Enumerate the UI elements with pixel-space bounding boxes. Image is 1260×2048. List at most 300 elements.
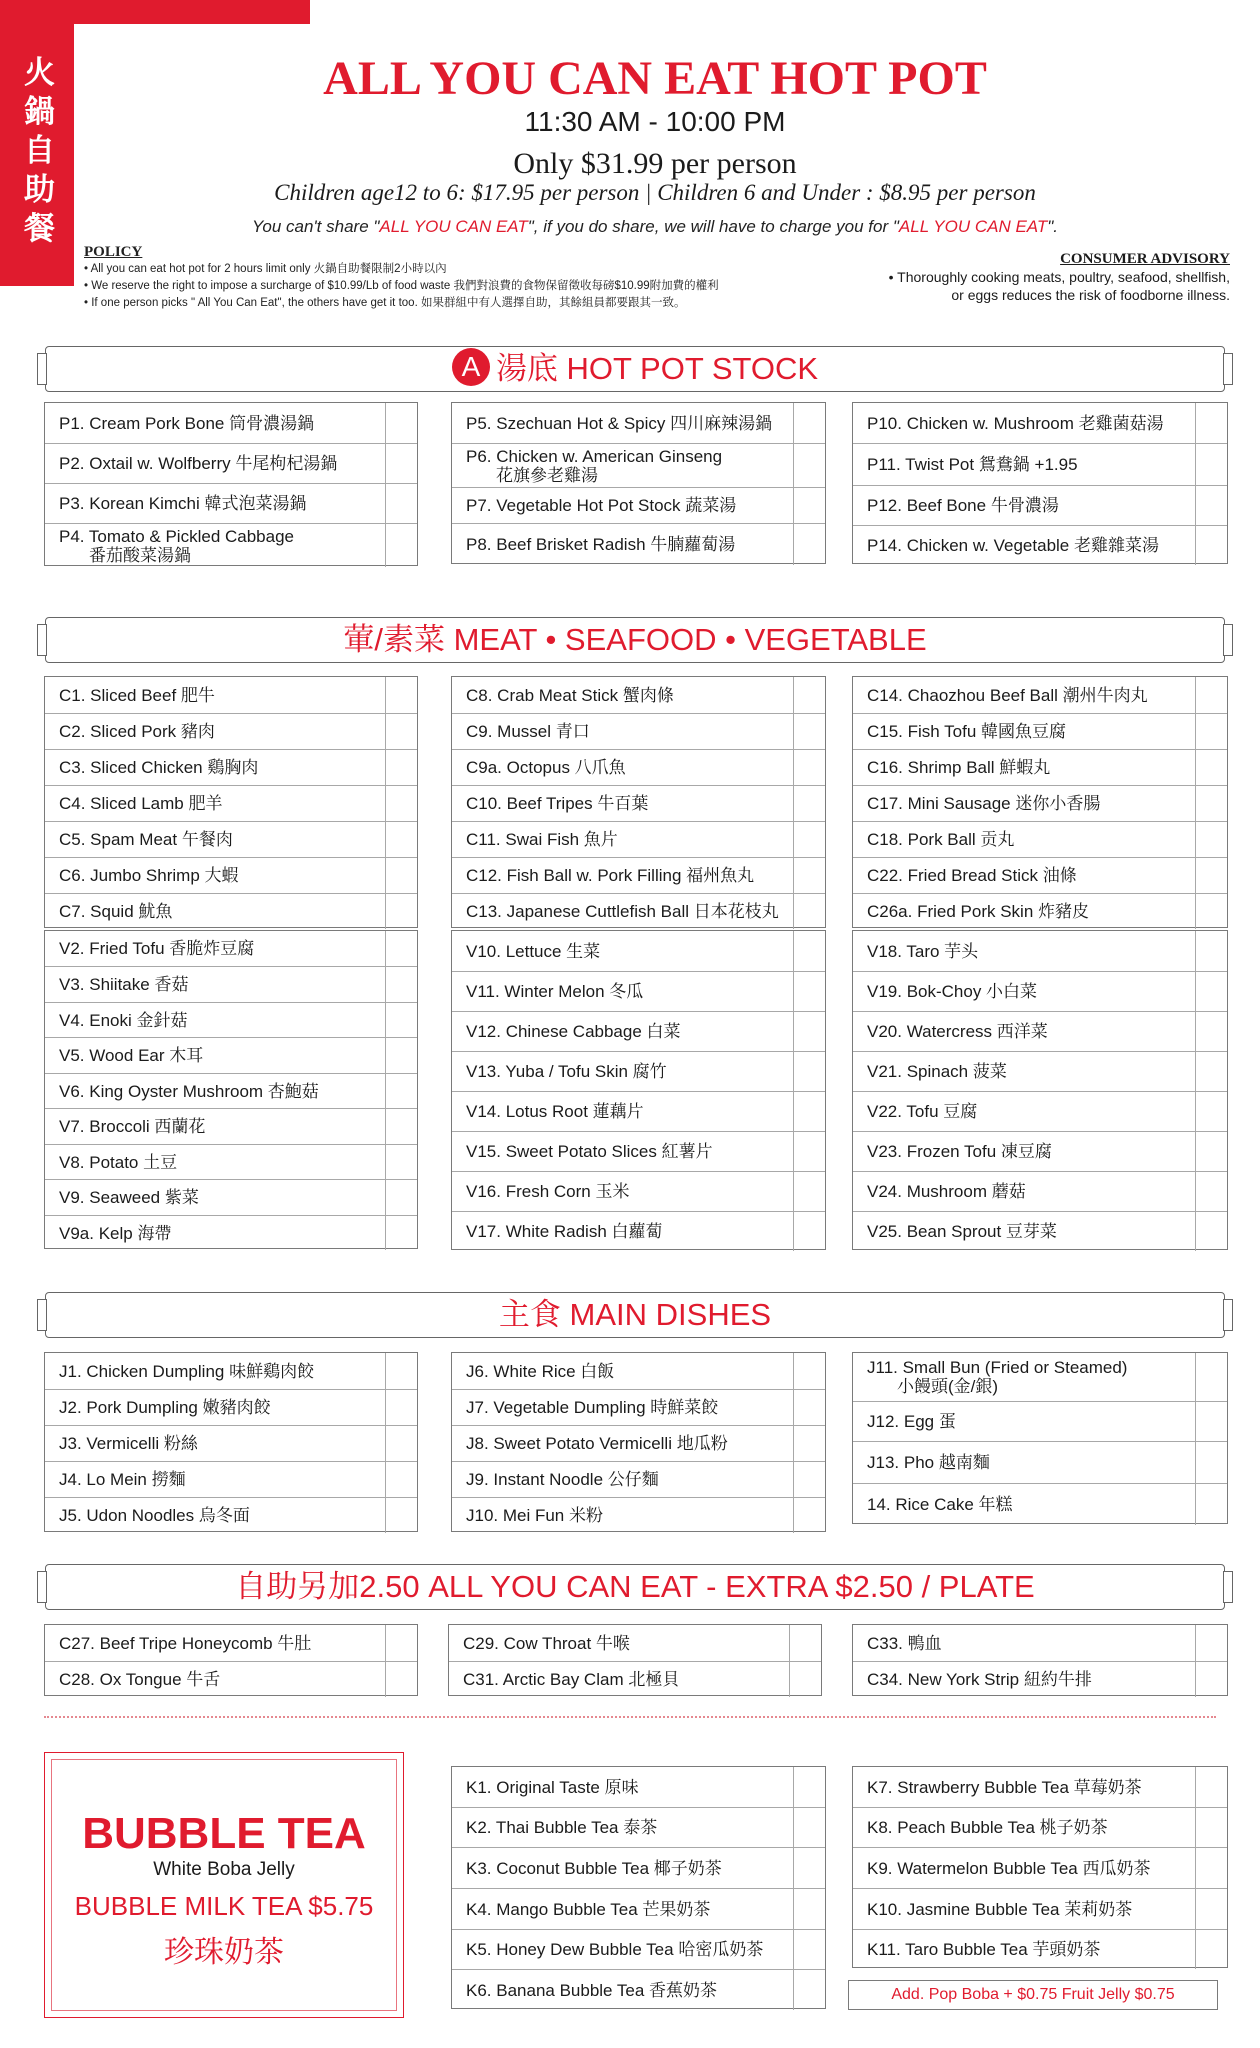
menu-item-label: C7. Squid 魷魚 xyxy=(59,902,173,921)
bubble-tea-card xyxy=(44,1752,404,2018)
quantity-box[interactable] xyxy=(793,1930,825,1969)
quantity-box[interactable] xyxy=(1195,1442,1227,1483)
menu-item-label: C9a. Octopus 八爪魚 xyxy=(466,758,626,777)
quantity-box[interactable] xyxy=(793,1052,825,1091)
share-notice: You can't share "ALL YOU CAN EAT", if you do share, we will have to charge you for "ALL YOU CAN EAT". xyxy=(251,217,1059,236)
menu-item-label: P8. Beef Brisket Radish 牛腩蘿蔔湯 xyxy=(466,535,736,554)
quantity-box[interactable] xyxy=(789,1662,821,1697)
menu-item-label: V12. Chinese Cabbage 白菜 xyxy=(466,1022,681,1041)
menu-item-label: C4. Sliced Lamb 肥羊 xyxy=(59,794,223,813)
quantity-box[interactable] xyxy=(793,1012,825,1051)
quantity-box[interactable] xyxy=(793,1426,825,1461)
menu-item[interactable] xyxy=(853,1091,1227,1131)
menu-item-label: K3. Coconut Bubble Tea 椰子奶茶 xyxy=(466,1858,722,1878)
quantity-box[interactable] xyxy=(1195,786,1227,821)
section-title: 葷/素菜 MEAT • SEAFOOD • VEGETABLE xyxy=(343,622,927,657)
menu-item[interactable] xyxy=(853,485,1227,525)
quantity-box[interactable] xyxy=(385,1180,417,1215)
main-table-2 xyxy=(451,1352,826,1532)
menu-item[interactable] xyxy=(45,1179,417,1215)
quantity-box[interactable] xyxy=(385,1625,417,1661)
menu-item[interactable] xyxy=(853,931,1227,971)
quantity-box[interactable] xyxy=(1195,858,1227,893)
menu-item-label: P3. Korean Kimchi 韓式泡菜湯鍋 xyxy=(59,494,307,513)
menu-item-label: P1. Cream Pork Bone 筒骨濃湯鍋 xyxy=(59,413,315,433)
quantity-box[interactable] xyxy=(793,1848,825,1888)
quantity-box[interactable] xyxy=(385,1390,417,1425)
menu-item[interactable] xyxy=(452,1461,825,1497)
menu-item[interactable] xyxy=(45,1461,417,1497)
menu-item-label: V6. King Oyster Mushroom 杏鮑菇 xyxy=(59,1081,319,1101)
menu-item-label: C27. Beef Tripe Honeycomb 牛肚 xyxy=(59,1633,312,1653)
menu-item[interactable] xyxy=(45,749,417,785)
menu-item[interactable] xyxy=(452,857,825,893)
menu-item[interactable] xyxy=(452,1353,825,1389)
menu-item[interactable] xyxy=(853,1767,1227,1807)
menu-item[interactable] xyxy=(853,677,1227,713)
boba-table-2 xyxy=(852,1766,1228,1968)
quantity-box[interactable] xyxy=(793,714,825,749)
menu-item-label: K5. Honey Dew Bubble Tea 哈密瓜奶茶 xyxy=(466,1940,764,1959)
quantity-box[interactable] xyxy=(385,1426,417,1461)
menu-item[interactable] xyxy=(853,1929,1227,1969)
main-table-1 xyxy=(44,1352,418,1532)
section-banner-stock xyxy=(45,346,1225,392)
quantity-box[interactable] xyxy=(1195,972,1227,1011)
menu-item[interactable] xyxy=(452,785,825,821)
quantity-box[interactable] xyxy=(793,677,825,713)
menu-item-label: J3. Vermicelli 粉絲 xyxy=(59,1434,198,1453)
boba-addon-note: Add. Pop Boba + $0.75 Fruit Jelly $0.75 xyxy=(848,1980,1218,2010)
quantity-box[interactable] xyxy=(1195,750,1227,785)
consumer-advisory xyxy=(770,250,1230,304)
menu-item-label: C12. Fish Ball w. Pork Filling 福州魚丸 xyxy=(466,866,755,885)
menu-item[interactable] xyxy=(853,1847,1227,1888)
menu-item-label: V22. Tofu 豆腐 xyxy=(867,1102,978,1121)
quantity-box[interactable] xyxy=(385,822,417,857)
menu-item[interactable] xyxy=(452,893,825,929)
quantity-box[interactable] xyxy=(793,858,825,893)
menu-item-label: V4. Enoki 金針菇 xyxy=(59,1010,188,1030)
quantity-box[interactable] xyxy=(793,1498,825,1533)
extra-table-3 xyxy=(852,1624,1228,1696)
quantity-box[interactable] xyxy=(1195,1848,1227,1888)
menu-item-label: K8. Peach Bubble Tea 桃子奶茶 xyxy=(867,1818,1108,1837)
menu-item-label: C29. Cow Throat 牛喉 xyxy=(463,1633,630,1653)
quantity-box[interactable] xyxy=(1195,1484,1227,1525)
menu-item-label: C13. Japanese Cuttlefish Ball 日本花枝丸 xyxy=(466,902,779,921)
menu-item[interactable] xyxy=(452,1051,825,1091)
menu-item[interactable] xyxy=(45,443,417,483)
section-banner-extra xyxy=(45,1564,1225,1610)
quantity-box[interactable] xyxy=(385,714,417,749)
menu-item-label: V19. Bok-Choy 小白菜 xyxy=(867,982,1038,1001)
menu-item[interactable] xyxy=(45,1215,417,1250)
quantity-box[interactable] xyxy=(385,524,417,567)
menu-item-label: C18. Pork Ball 贡丸 xyxy=(867,830,1015,849)
menu-item-label: J11. Small Bun (Fried or Steamed) 小饅頭(金/銀) xyxy=(867,1358,1128,1396)
menu-item-label: C15. Fish Tofu 韓國魚豆腐 xyxy=(867,722,1067,741)
extra-table-1 xyxy=(44,1624,418,1696)
menu-item[interactable] xyxy=(853,1211,1227,1251)
quantity-box[interactable] xyxy=(1195,1767,1227,1807)
quantity-box[interactable] xyxy=(1195,1808,1227,1847)
quantity-box[interactable] xyxy=(1195,1625,1227,1661)
menu-item[interactable] xyxy=(452,1011,825,1051)
quantity-box[interactable] xyxy=(385,444,417,483)
menu-item[interactable] xyxy=(452,403,825,443)
menu-item[interactable] xyxy=(452,931,825,971)
advisory-title: CONSUMER ADVISORY xyxy=(1060,251,1230,267)
menu-item-label: K4. Mango Bubble Tea 芒果奶茶 xyxy=(466,1899,711,1919)
quantity-box[interactable] xyxy=(1195,1353,1227,1401)
menu-item[interactable] xyxy=(45,821,417,857)
meat-table-1 xyxy=(44,676,418,928)
quantity-box[interactable] xyxy=(385,750,417,785)
veg-table-3 xyxy=(852,930,1228,1250)
quantity-box[interactable] xyxy=(1195,714,1227,749)
menu-item[interactable] xyxy=(452,1389,825,1425)
menu-item[interactable] xyxy=(853,1171,1227,1211)
quantity-box[interactable] xyxy=(385,1145,417,1179)
quantity-box[interactable] xyxy=(793,488,825,523)
menu-item[interactable] xyxy=(449,1625,821,1661)
quantity-box[interactable] xyxy=(1195,1889,1227,1929)
menu-item[interactable] xyxy=(45,931,417,966)
adult-price: Only $31.99 per person xyxy=(513,147,797,180)
advisory-line: or eggs reduces the risk of foodborne illness. xyxy=(951,287,1230,303)
menu-item-label: C9. Mussel 青口 xyxy=(466,722,590,741)
card-frame xyxy=(51,1759,397,2011)
menu-item[interactable] xyxy=(452,749,825,785)
menu-item-label: V18. Taro 芋头 xyxy=(867,941,979,961)
veg-table-1 xyxy=(44,930,418,1249)
menu-item-label: J13. Pho 越南麵 xyxy=(867,1453,990,1472)
menu-item[interactable] xyxy=(853,893,1227,929)
quantity-box[interactable] xyxy=(385,1109,417,1144)
stock-table-3 xyxy=(852,402,1228,564)
menu-item[interactable] xyxy=(45,403,417,443)
menu-item-label: V13. Yuba / Tofu Skin 腐竹 xyxy=(466,1062,667,1081)
menu-item[interactable] xyxy=(45,1425,417,1461)
menu-item[interactable] xyxy=(45,966,417,1002)
policy-line: • We reserve the right to impose a surcharge of $10.99/Lb of food waste 我們對浪費的食物保留徵收每磅$10.99附加費的權利 xyxy=(84,280,719,292)
menu-item[interactable] xyxy=(853,1441,1227,1483)
side-label-panel xyxy=(0,24,74,286)
section-title: 主食 MAIN DISHES xyxy=(498,1297,772,1332)
veg-table-2 xyxy=(451,930,826,1250)
menu-item[interactable] xyxy=(853,1401,1227,1441)
menu-item[interactable] xyxy=(853,1483,1227,1525)
menu-item[interactable] xyxy=(45,1497,417,1533)
menu-item[interactable] xyxy=(452,1767,825,1807)
menu-item-label: C22. Fried Bread Stick 油條 xyxy=(867,866,1077,885)
quantity-box[interactable] xyxy=(1195,1402,1227,1441)
menu-item-label: J10. Mei Fun 米粉 xyxy=(466,1506,603,1525)
quantity-box[interactable] xyxy=(793,972,825,1011)
menu-item[interactable] xyxy=(853,1807,1227,1847)
hours: 11:30 AM - 10:00 PM xyxy=(524,106,786,137)
menu-item[interactable] xyxy=(452,1807,825,1847)
menu-item-label: C17. Mini Sausage 迷你小香腸 xyxy=(867,794,1101,813)
quantity-box[interactable] xyxy=(793,1212,825,1251)
section-badge: A xyxy=(452,348,490,386)
menu-item[interactable] xyxy=(45,1144,417,1179)
main-table-3 xyxy=(852,1352,1228,1524)
top-red-bar xyxy=(0,0,310,24)
section-title: 湯底 HOT POT STOCK xyxy=(495,351,819,386)
quantity-box[interactable] xyxy=(1195,1930,1227,1969)
menu-item[interactable] xyxy=(853,971,1227,1011)
menu-item[interactable] xyxy=(45,1073,417,1108)
menu-item-label: J12. Egg 蛋 xyxy=(867,1412,956,1431)
menu-item-label: J2. Pork Dumpling 嫩豬肉餃 xyxy=(59,1398,271,1417)
menu-item-label: P14. Chicken w. Vegetable 老雞雜菜湯 xyxy=(867,536,1159,555)
menu-item[interactable] xyxy=(853,821,1227,857)
children-price: Children age12 to 6: $17.95 per person | Children 6 and Under : $8.95 per person xyxy=(274,180,1036,205)
menu-item-label: K1. Original Taste 原味 xyxy=(466,1777,639,1797)
menu-item-label: C5. Spam Meat 午餐肉 xyxy=(59,830,233,849)
menu-item-label: C16. Shrimp Ball 鮮蝦丸 xyxy=(867,758,1051,777)
menu-item[interactable] xyxy=(45,1108,417,1144)
menu-item-label: V11. Winter Melon 冬瓜 xyxy=(466,982,644,1001)
quantity-box[interactable] xyxy=(1195,822,1227,857)
menu-item[interactable] xyxy=(45,1353,417,1389)
quantity-box[interactable] xyxy=(793,1808,825,1847)
quantity-box[interactable] xyxy=(1195,403,1227,443)
menu-item[interactable] xyxy=(452,1929,825,1969)
menu-item[interactable] xyxy=(452,677,825,713)
quantity-box[interactable] xyxy=(793,750,825,785)
menu-item[interactable] xyxy=(45,857,417,893)
menu-item-label: V10. Lettuce 生菜 xyxy=(466,941,601,961)
quantity-box[interactable] xyxy=(793,1353,825,1389)
menu-item-label: C8. Crab Meat Stick 蟹肉條 xyxy=(466,685,674,705)
quantity-box[interactable] xyxy=(385,786,417,821)
side-label: 火鍋自助餐 xyxy=(24,55,55,247)
quantity-box[interactable] xyxy=(1195,526,1227,565)
menu-item[interactable] xyxy=(452,1888,825,1929)
quantity-box[interactable] xyxy=(1195,931,1227,971)
menu-item[interactable] xyxy=(45,677,417,713)
menu-item-label: K11. Taro Bubble Tea 芋頭奶茶 xyxy=(867,1940,1101,1959)
menu-item-label: J6. White Rice 白飯 xyxy=(466,1361,615,1381)
quantity-box[interactable] xyxy=(385,403,417,443)
menu-item[interactable] xyxy=(45,483,417,523)
menu-item[interactable] xyxy=(853,403,1227,443)
extra-table-2 xyxy=(448,1624,822,1696)
section-banner-meat xyxy=(45,617,1225,663)
menu-item[interactable] xyxy=(45,893,417,929)
menu-item[interactable] xyxy=(853,525,1227,565)
menu-item-label: P2. Oxtail w. Wolfberry 牛尾枸杞湯鍋 xyxy=(59,454,338,473)
quantity-box[interactable] xyxy=(385,894,417,929)
menu-item[interactable] xyxy=(452,523,825,565)
quantity-box[interactable] xyxy=(793,1462,825,1497)
policy-line: • If one person picks " All You Can Eat", the others have get it too. 如果群組中有人選擇自助，其餘組員都要跟其一致。 xyxy=(84,297,686,309)
quantity-box[interactable] xyxy=(385,1216,417,1250)
menu-item[interactable] xyxy=(45,1661,417,1697)
quantity-box[interactable] xyxy=(385,858,417,893)
menu-item-label: P6. Chicken w. American Ginseng 花旗參老雞湯 xyxy=(466,446,723,485)
menu-item-label: K6. Banana Bubble Tea 香蕉奶茶 xyxy=(466,1980,718,2000)
quantity-box[interactable] xyxy=(385,1038,417,1073)
advisory-line: • Thoroughly cooking meats, poultry, seafood, shellfish, xyxy=(888,269,1230,285)
divider xyxy=(44,1716,1216,1718)
quantity-box[interactable] xyxy=(1195,1052,1227,1091)
quantity-box[interactable] xyxy=(793,1172,825,1211)
quantity-box[interactable] xyxy=(385,931,417,966)
menu-item[interactable] xyxy=(45,1002,417,1037)
menu-item-label: V15. Sweet Potato Slices 紅薯片 xyxy=(466,1142,713,1161)
menu-item[interactable] xyxy=(452,1497,825,1533)
menu-item-label: V8. Potato 土豆 xyxy=(59,1152,178,1172)
menu-item[interactable] xyxy=(45,523,417,567)
menu-item-label: 14. Rice Cake 年糕 xyxy=(867,1495,1013,1514)
policy-line: • All you can eat hot pot for 2 hours limit only 火鍋自助餐限制2小時以內 xyxy=(84,263,447,275)
menu-item[interactable] xyxy=(853,443,1227,485)
menu-item[interactable] xyxy=(45,1389,417,1425)
menu-item[interactable] xyxy=(853,785,1227,821)
quantity-box[interactable] xyxy=(789,1625,821,1661)
quantity-box[interactable] xyxy=(1195,677,1227,713)
menu-item[interactable] xyxy=(452,821,825,857)
menu-item[interactable] xyxy=(449,1661,821,1697)
quantity-box[interactable] xyxy=(1195,1662,1227,1697)
quantity-box[interactable] xyxy=(793,1390,825,1425)
menu-item-label: V3. Shiitake 香菇 xyxy=(59,975,189,994)
quantity-box[interactable] xyxy=(793,822,825,857)
quantity-box[interactable] xyxy=(1195,1132,1227,1171)
quantity-box[interactable] xyxy=(793,1889,825,1929)
section-title: 自助另加2.50 ALL YOU CAN EAT - EXTRA $2.50 / PLATE xyxy=(235,1569,1035,1604)
menu-item[interactable] xyxy=(45,785,417,821)
menu-item[interactable] xyxy=(853,1051,1227,1091)
menu-item-label: J5. Udon Noodles 烏冬面 xyxy=(59,1506,250,1525)
menu-item[interactable] xyxy=(452,971,825,1011)
quantity-box[interactable] xyxy=(793,1132,825,1171)
menu-item-label: C11. Swai Fish 魚片 xyxy=(466,830,618,849)
menu-item-label: V24. Mushroom 蘑菇 xyxy=(867,1182,1026,1201)
menu-item-label: C3. Sliced Chicken 鷄胸肉 xyxy=(59,758,259,777)
quantity-box[interactable] xyxy=(1195,1092,1227,1131)
menu-item[interactable] xyxy=(853,1011,1227,1051)
menu-item-label: K10. Jasmine Bubble Tea 茉莉奶茶 xyxy=(867,1899,1133,1919)
menu-item[interactable] xyxy=(853,749,1227,785)
quantity-box[interactable] xyxy=(385,1498,417,1533)
menu-item[interactable] xyxy=(853,1661,1227,1697)
quantity-box[interactable] xyxy=(385,484,417,523)
quantity-box[interactable] xyxy=(793,1092,825,1131)
menu-item[interactable] xyxy=(452,1211,825,1251)
quantity-box[interactable] xyxy=(385,1003,417,1037)
menu-item-label: C31. Arctic Bay Clam 北極貝 xyxy=(463,1670,680,1689)
menu-item-label: V23. Frozen Tofu 凍豆腐 xyxy=(867,1142,1052,1161)
menu-item[interactable] xyxy=(452,1425,825,1461)
bubble-tea-title-zh: 珍珠奶茶 xyxy=(164,1935,284,1970)
menu-item[interactable] xyxy=(452,443,825,487)
menu-item-label: J4. Lo Mein 撈麵 xyxy=(59,1470,186,1489)
page-title: ALL YOU CAN EAT HOT POT xyxy=(323,52,987,105)
menu-item-label: P10. Chicken w. Mushroom 老雞菌菇湯 xyxy=(867,413,1164,433)
bubble-tea-price: BUBBLE MILK TEA $5.75 xyxy=(74,1891,374,1921)
quantity-box[interactable] xyxy=(385,1662,417,1697)
menu-item-label: C28. Ox Tongue 牛舌 xyxy=(59,1670,221,1689)
menu-item[interactable] xyxy=(452,1969,825,2010)
menu-item-label: V7. Broccoli 西蘭花 xyxy=(59,1117,206,1136)
menu-item-label: C34. New York Strip 紐約牛排 xyxy=(867,1670,1092,1689)
menu-item-label: V25. Bean Sprout 豆芽菜 xyxy=(867,1222,1057,1241)
quantity-box[interactable] xyxy=(385,1462,417,1497)
quantity-box[interactable] xyxy=(1195,1012,1227,1051)
quantity-box[interactable] xyxy=(385,1074,417,1108)
quantity-box[interactable] xyxy=(793,524,825,565)
menu-item-label: P12. Beef Bone 牛骨濃湯 xyxy=(867,496,1059,515)
menu-item[interactable] xyxy=(853,1625,1227,1661)
quantity-box[interactable] xyxy=(793,1767,825,1807)
quantity-box[interactable] xyxy=(793,1970,825,2010)
quantity-box[interactable] xyxy=(793,894,825,929)
menu-item[interactable] xyxy=(853,1353,1227,1401)
menu-item[interactable] xyxy=(452,487,825,523)
quantity-box[interactable] xyxy=(385,1353,417,1389)
menu-item[interactable] xyxy=(452,713,825,749)
quantity-box[interactable] xyxy=(385,967,417,1002)
menu-item[interactable] xyxy=(452,1091,825,1131)
menu-item-label: K7. Strawberry Bubble Tea 草莓奶茶 xyxy=(867,1777,1142,1797)
menu-item-label: K9. Watermelon Bubble Tea 西瓜奶茶 xyxy=(867,1858,1151,1878)
menu-item[interactable] xyxy=(452,1847,825,1888)
quantity-box[interactable] xyxy=(1195,1172,1227,1211)
bubble-tea-subtitle: White Boba Jelly xyxy=(153,1859,295,1880)
menu-item-label: V9. Seaweed 紫菜 xyxy=(59,1188,199,1207)
boba-table-1 xyxy=(451,1766,826,2009)
menu-item[interactable] xyxy=(853,713,1227,749)
policy xyxy=(84,244,804,312)
menu-item-label: P4. Tomato & Pickled Cabbage 番茄酸菜湯鍋 xyxy=(59,526,294,565)
menu-item-label: C2. Sliced Pork 豬肉 xyxy=(59,722,215,741)
quantity-box[interactable] xyxy=(793,786,825,821)
menu-item[interactable] xyxy=(452,1171,825,1211)
menu-item-label: V14. Lotus Root 蓮藕片 xyxy=(466,1102,644,1121)
quantity-box[interactable] xyxy=(1195,444,1227,485)
menu-item[interactable] xyxy=(45,1037,417,1073)
menu-item-label: V2. Fried Tofu 香脆炸豆腐 xyxy=(59,939,255,958)
menu-item[interactable] xyxy=(45,713,417,749)
menu-item[interactable] xyxy=(452,1131,825,1171)
menu-item[interactable] xyxy=(853,857,1227,893)
section-banner-main xyxy=(45,1292,1225,1338)
quantity-box[interactable] xyxy=(1195,1212,1227,1251)
meat-table-2 xyxy=(451,676,826,928)
quantity-box[interactable] xyxy=(1195,486,1227,525)
bubble-tea-title: BUBBLE TEA xyxy=(82,1809,366,1858)
meat-table-3 xyxy=(852,676,1228,928)
menu-item-label: C33. 鴨血 xyxy=(867,1633,942,1653)
quantity-box[interactable] xyxy=(793,931,825,971)
menu-item[interactable] xyxy=(853,1888,1227,1929)
quantity-box[interactable] xyxy=(385,677,417,713)
menu-item[interactable] xyxy=(853,1131,1227,1171)
menu-item-label: P7. Vegetable Hot Pot Stock 蔬菜湯 xyxy=(466,496,737,515)
quantity-box[interactable] xyxy=(793,403,825,443)
menu-item[interactable] xyxy=(45,1625,417,1661)
quantity-box[interactable] xyxy=(793,444,825,487)
menu-item-label: V21. Spinach 菠菜 xyxy=(867,1062,1007,1081)
quantity-box[interactable] xyxy=(1195,894,1227,929)
stock-table-2 xyxy=(451,402,826,564)
menu-item-label: C6. Jumbo Shrimp 大蝦 xyxy=(59,866,239,885)
